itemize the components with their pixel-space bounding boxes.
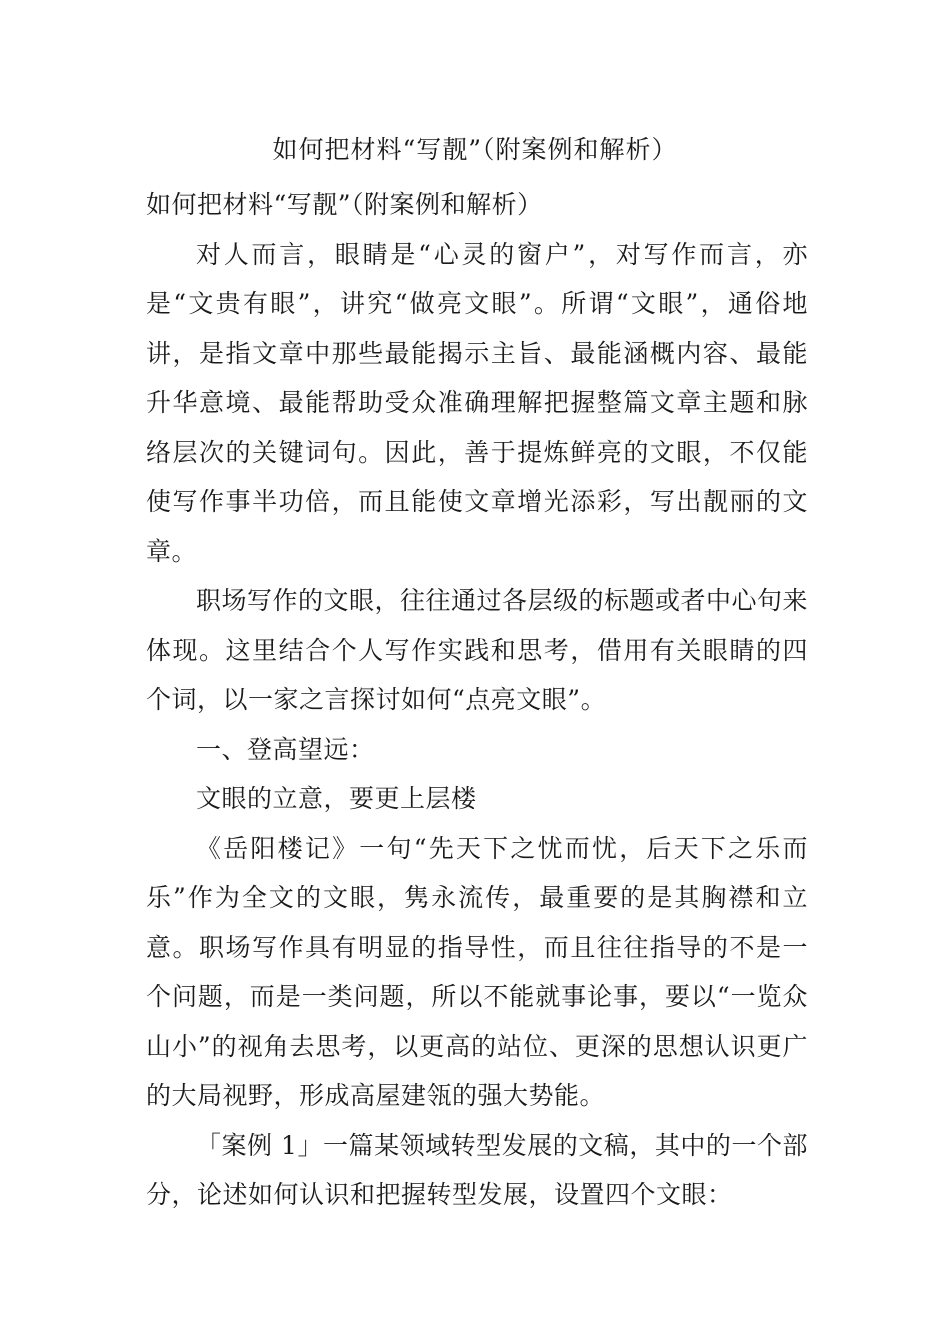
subtitle-paragraph: 如何把材料“写靓”（附案例和解析） bbox=[146, 190, 543, 219]
document-body bbox=[146, 180, 808, 1220]
body-paragraph: 《岳阳楼记》一句“先天下之忧而忧，后天下之乐而乐”作为全文的文眼，隽永流传，最重要的是其胸襟和立意。职场写作具有明显的指导性，而且往往指导的不是一个问题，而是一类问题，所以不能就事论事，要以“一览众山小”的视角去思考，以更高的站位、更深的思想认识更广的大局视野，形成高屋建瓴的强大势能。 bbox=[146, 833, 808, 1110]
section-subheading: 文眼的立意，要更上层楼 bbox=[196, 784, 477, 813]
document-title: 如何把材料“写靓”（附案例和解析） bbox=[272, 135, 678, 164]
body-paragraph: 职场写作的文眼，往往通过各层级的标题或者中心句来体现。这里结合个人写作实践和思考，借用有关眼睛的四个词，以一家之言探讨如何“点亮文眼”。 bbox=[146, 586, 809, 714]
section-heading: 一、登高望远： bbox=[196, 734, 375, 764]
case-paragraph: 「案例 1」一篇某领域转型发展的文稿，其中的一个部分，论述如何认识和把握转型发展，设置四个文眼： bbox=[146, 1130, 808, 1209]
body-paragraph: 对人而言，眼睛是“心灵的窗户”，对写作而言，亦是“文贵有眼”，讲究“做亮文眼”。所谓“文眼”，通俗地讲，是指文章中那些最能揭示主旨、最能涵概内容、最能升华意境、最能帮助受众准确理解把握整篇文章主题和脉络层次的关键词句。因此，善于提炼鲜亮的文眼，不仅能使写作事半功倍，而且能使文章增光添彩，写出靓丽的文章。 bbox=[146, 239, 808, 566]
